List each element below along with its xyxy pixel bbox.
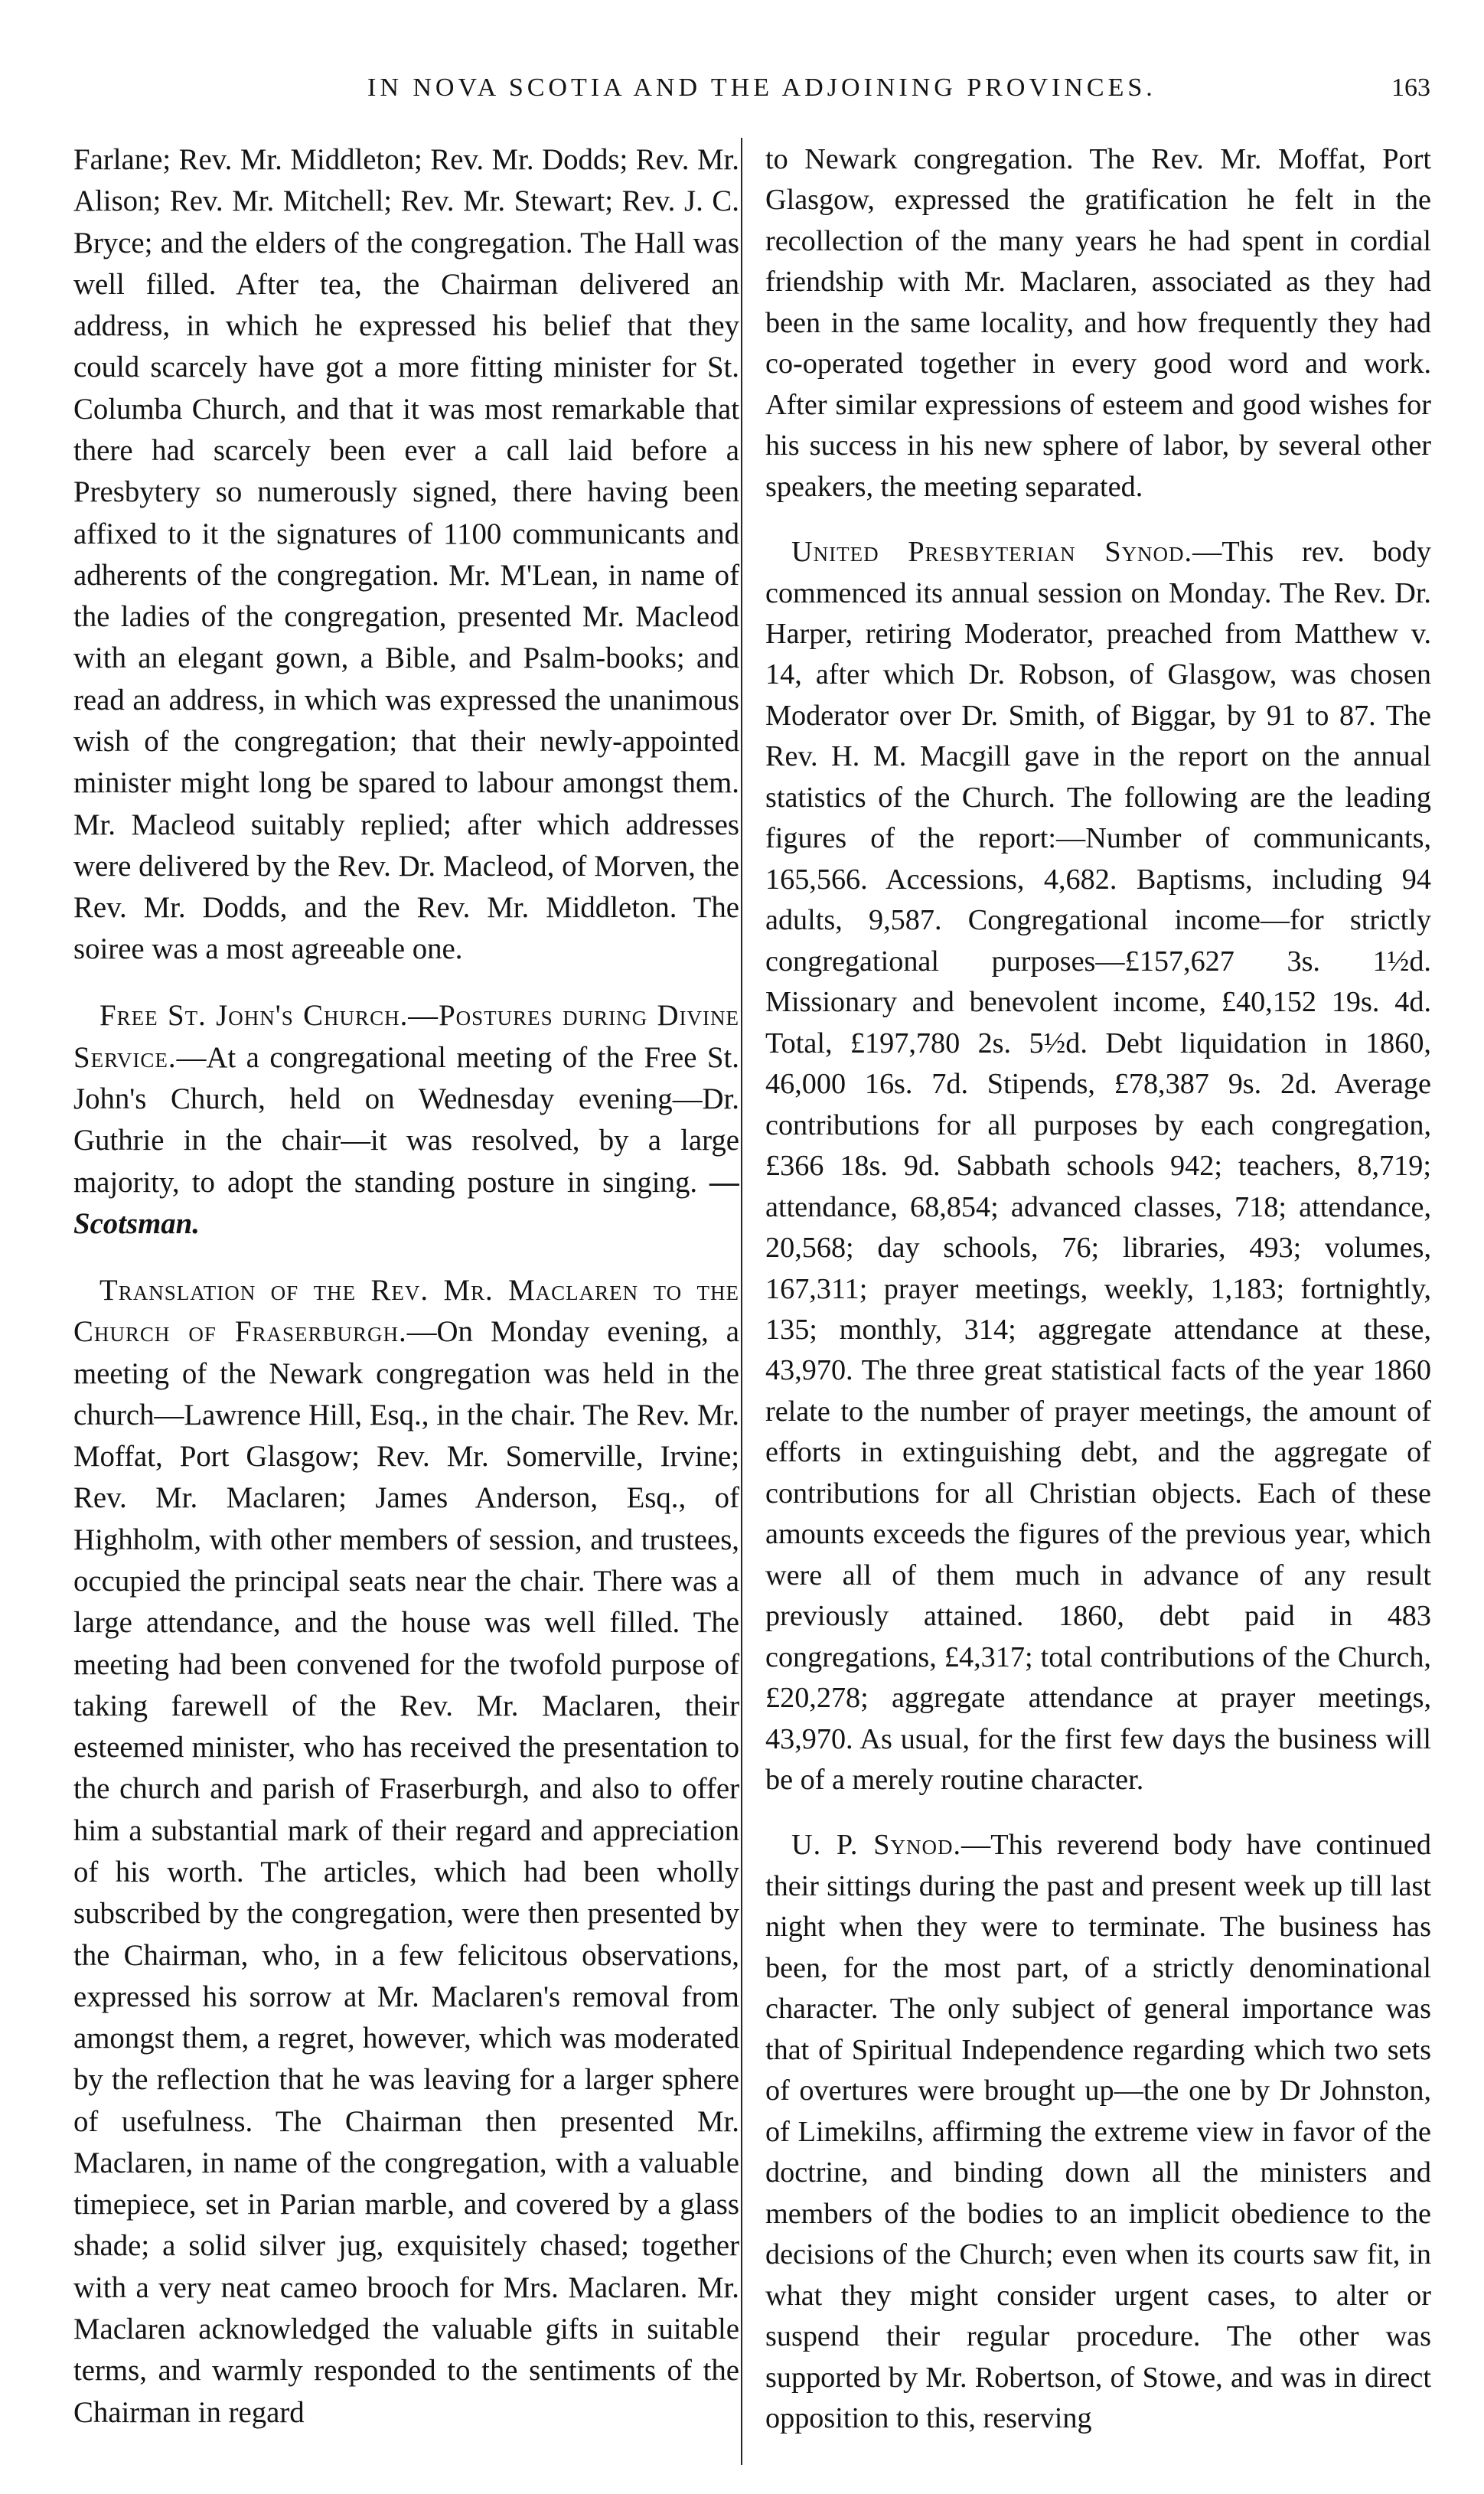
article-translation-maclaren xyxy=(73,1270,739,2434)
article-heading: U. P. Synod. xyxy=(791,1829,962,1862)
article-heading: United Presbyterian Synod. xyxy=(791,536,1193,569)
article-heading: Free St. John's Church.—Postures during Divine Service. xyxy=(73,999,739,1074)
article-body: —This rev. body commenced its annual session on Monday. The Rev. Dr. Harper, retiring Moderator, preached from Matthew v. 14, after which Dr. Robson, of Glasgow, was chosen Moderator over Dr. Smith, of Biggar, by 91 to 87. The Rev. H. M. Macgill gave in the report on the annual statistics of the Church. The following are the leading figures of the report:—Number of communicants, 165,566. Accessions, 4,682. Baptisms, including 94 adults, 9,587. Congregational income—for strictly congregational purposes—£157,627 3s. 1½d. Missionary and benevolent income, £40,152 19s. 4d. Total, £197,780 2s. 5½d. Debt liquidation in 1860, 46,000 16s. 7d. Stipends, £78,387 9s. 2d. Average contributions for all purposes by each congregation, £366 18s. 9d. Sabbath schools 942; teachers, 8,719; attendance, 68,854; advanced classes, 718; attendance, 20,568; day schools, 76; libraries, 493; volumes, 167,311; prayer meetings, weekly, 1,183; fortnightly, 135; monthly, 314; aggregate attendance at these, 43,970. The three great statistical facts of the year 1860 relate to the number of prayer meetings, the amount of efforts in extinguishing debt, and the aggregate of contributions for all Christian objects. Each of these amounts exceeds the figures of the previous year, which were all of them much in advance of any result previously attained. 1860, debt paid in 483 congregations, £4,317; total contributions of the Church, £20,278; aggregate attendance at prayer meetings, 43,970. As usual, for the first few days the business will be of a merely routine character. xyxy=(765,536,1431,1797)
article-source: —Scotsman. xyxy=(73,1165,739,1240)
page-number: 163 xyxy=(1391,73,1430,102)
article-heading: Translation of the Rev. Mr. Maclaren to the Church of Fraserburgh. xyxy=(73,1274,739,1349)
paragraph-continued: to Newark congregation. The Rev. Mr. Moffat, Port Glasgow, expressed the gratification he felt in the recollection of the many years he had spent in cordial friendship with Mr. Maclaren, associated as they had been in the same locality, and how frequently they had co-operated together in every good word and work. After similar expressions of esteem and good wishes for his success in his new sphere of labor, by several other speakers, the meeting separated. xyxy=(765,143,1431,503)
article-up-synod-sittings xyxy=(765,1825,1431,2439)
article-body: —At a congregational meeting of the Free St. John's Church, held on Wednesday evening—Dr. Guthrie in the chair—it was resolved, by a large majority, to adopt the standing posture in singing. xyxy=(73,1040,739,1199)
article-body: —On Monday evening, a meeting of the Newark congregation was held in the church—Lawrence Hill, Esq., in the chair. The Rev. Mr. Moffat, Port Glasgow; Rev. Mr. Somerville, Irvine; Rev. Mr. Maclaren; James Anderson, Esq., of Highholm, with other members of session, and trustees, occupied the principal seats near the chair. There was a large attendance, and the house was well filled. The meeting had been convened for the twofold purpose of taking farewell of the Rev. Mr. Maclaren, their esteemed minister, who has received the presentation to the church and parish of Fraserburgh, and also to offer him a substantial mark of their regard and appreciation of his worth. The articles, which had been wholly subscribed by the congregation, were then presented by the Chairman, who, in a few felicitous observations, expressed his sorrow at Mr. Maclaren's removal from amongst them, a regret, however, which was moderated by the reflection that he was leaving for a larger sphere of usefulness. The Chairman then presented Mr. Maclaren, in name of the congregation, with a valuable timepiece, set in Parian marble, and covered by a glass shade; a solid silver jug, exquisitely chased; together with a very neat cameo brooch for Mrs. Maclaren. Mr. Maclaren acknowledged the valuable gifts in suitable terms, and warmly responded to the sentiments of the Chairman in regard xyxy=(73,1315,739,2429)
article-free-st-johns xyxy=(73,995,739,1245)
running-title: IN NOVA SCOTIA AND THE ADJOINING PROVINCES. xyxy=(367,73,1156,102)
column-divider xyxy=(741,138,742,2465)
left-column xyxy=(73,139,739,2459)
paragraph-continued: Farlane; Rev. Mr. Middleton; Rev. Mr. Dodds; Rev. Mr. Alison; Rev. Mr. Mitchell; Rev. Mr. Stewart; Rev. J. C. Bryce; and the elders of the congregation. The Hall was well filled. After tea, the Chairman delivered an address, in which he expressed his belief that they could scarcely have got a more fitting minister for St. Columba Church, and that it was most remarkable that there had scarcely been ever a call laid before a Presbytery so numerously signed, there having been affixed to it the signatures of 1100 communicants and adherents of the congregation. Mr. M'Lean, in name of the ladies of the congregation, presented Mr. Macleod with an elegant gown, a Bible, and Psalm-books; and read an address, in which was expressed the unanimous wish of the congregation; that their newly-appointed minister might long be spared to labour amongst them. Mr. Macleod suitably replied; after which addresses were delivered by the Rev. Dr. Macleod, of Morven, the Rev. Mr. Dodds, and the Rev. Mr. Middleton. The soiree was a most agreeable one. xyxy=(73,143,739,966)
right-column xyxy=(765,139,1431,2463)
page-header xyxy=(0,73,1484,119)
article-up-synod-statistics xyxy=(765,532,1431,1801)
article-body: —This reverend body have continued their sittings during the past and present week up till last night when they were to terminate. The business has been, for the most part, of a strictly denominational character. The only subject of general importance was that of Spiritual Independence regarding which two sets of overtures were brought up—the one by Dr Johnston, of Limekilns, affirming the extreme view in favor of the doctrine, and binding down all the ministers and members of the bodies to an implicit obedience to the decisions of the Church; even when its courts saw fit, in what they might consider urgent cases, to alter or suspend their regular procedure. The other was supported by Mr. Robertson, of Stowe, and was in direct opposition to this, reserving xyxy=(765,1829,1431,2435)
